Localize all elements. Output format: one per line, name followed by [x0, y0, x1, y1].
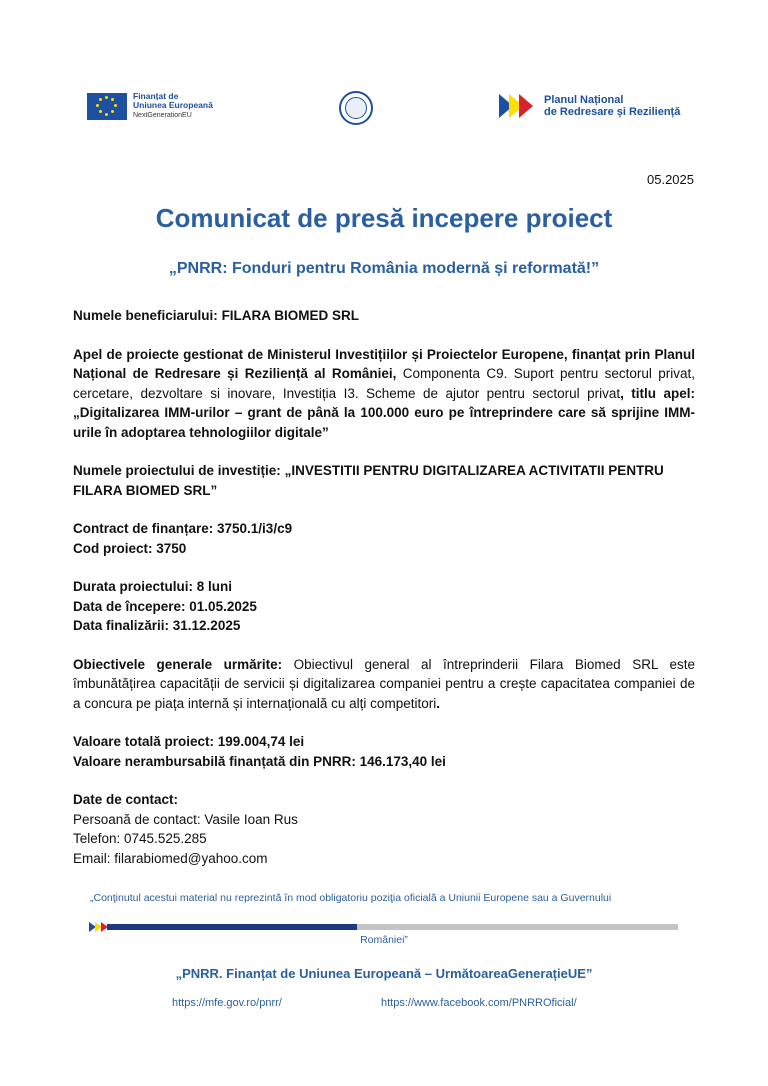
beneficiary: Numele beneficiarului: FILARA BIOMED SRL [73, 308, 360, 323]
footer-disclaimer: „Conţinutul acestui material nu reprezintă în mod obligatoriu poziţia oficială a Uniunii Europene sau a Guvernului [90, 892, 612, 904]
contact-email[interactable]: Email: filarabiomed@yahoo.com [73, 850, 268, 866]
contract-info: Contract de finanțare: 3750.1/i3/c9 Cod proiect: 3750 [73, 521, 293, 556]
project-values: Valoare totală proiect: 199.004,74 lei Valoare nerambursabilă finanțată din PNRR: 146.173,40 lei [73, 734, 446, 769]
main-content [73, 306, 695, 887]
page-subtitle: „PNRR: Fonduri pentru România modernă și reformată!” [168, 260, 600, 277]
mfe-link[interactable]: https://mfe.gov.ro/pnrr/ [172, 997, 282, 1009]
eu-logo-line3: NextGenerationEU [133, 112, 192, 119]
eu-funding-logo [87, 92, 213, 120]
document-date: 05.2025 [647, 172, 694, 187]
pnrr-logo-line2: de Redresare și Reziliență [544, 106, 681, 118]
page-title: Comunicat de presă incepere proiect [155, 203, 613, 233]
call-description: Apel de proiecte gestionat de Ministerul Investițiilor și Proiectelor Europene, finanțat prin Planul Național de Redresare și Reziliență al României, Componenta C9. Suport pentru sectorul privat, cercetare, dezvoltare si inovare, Investiția I3. Scheme de ajutor pentru sectorul privat, titlu apel: „Digitalizarea IMM-urilor – grant de până la 100.000 euro pe întreprindere care să sprijine IMM-urile în adoptarea tehnologiilor digitale” [73, 346, 696, 440]
objectives: Obiectivele generale urmărite: Obiectivul general al întreprinderii Filara Biomed SRL este îmbunătățirea capacității de servicii și digitalizarea companiei pentru a crește capacitatea companiei de a concura pe piața internă și internațională cu alți competitori. [73, 656, 695, 711]
facebook-link[interactable]: https://www.facebook.com/PNRROficial/ [381, 997, 577, 1009]
eu-logo-line1: Finanțat de [133, 91, 179, 101]
duration-info: Durata proiectului: 8 luni Data de începere: 01.05.2025 Data finalizării: 31.12.2025 [73, 579, 257, 633]
footer-divider-bar [89, 922, 678, 932]
pnrr-logo [499, 94, 680, 118]
project-name: Numele proiectului de investiție: „INVESTITII PENTRU DIGITALIZAREA ACTIVITATII PENTRU FILARA BIOMED SRL” [73, 463, 664, 498]
eu-logo-line2: Uniunea Europeană [133, 100, 213, 110]
contact-info: Date de contact: Persoană de contact: Vasile Ioan Rus Telefon: 0745.525.285 Email: filarabiomed@yahoo.com [73, 792, 298, 866]
pnrr-logo-line1: Planul Național [544, 94, 624, 106]
footer-disclaimer-end: României” [360, 934, 408, 946]
government-seal-icon [339, 91, 373, 125]
footer-slogan: „PNRR. Finanțat de Uniunea Europeană – UrmătoareaGenerațieUE” [175, 966, 593, 981]
pnrr-arrow-icon [499, 94, 539, 118]
eu-flag-icon [87, 93, 127, 120]
